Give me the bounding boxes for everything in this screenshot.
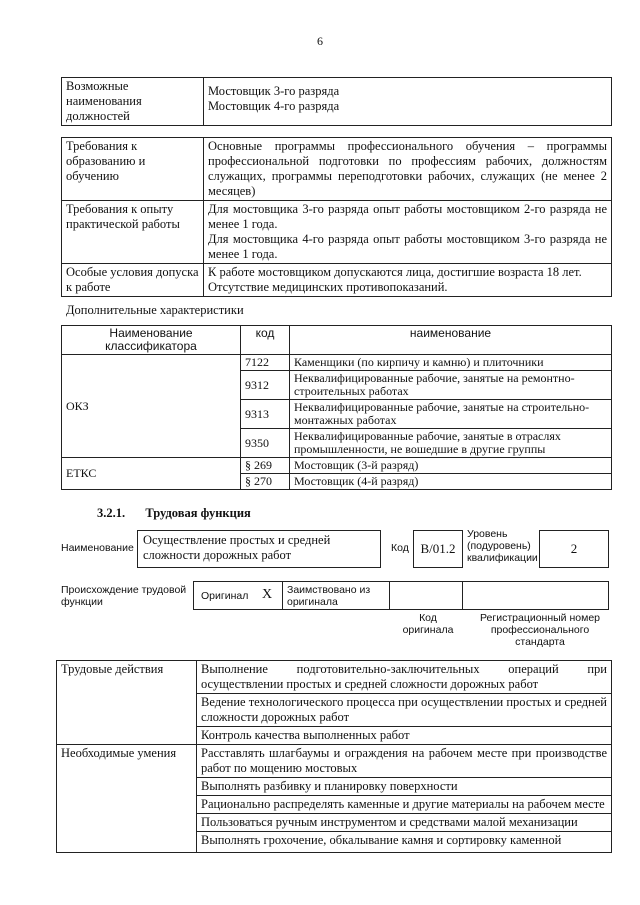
req-admission-line: Отсутствие медицинских противопоказаний. — [208, 280, 448, 294]
function-code-box — [413, 530, 463, 568]
section-title: Трудовая функция — [145, 506, 251, 520]
function-level-value: 2 — [570, 541, 578, 556]
function-code-label: Код — [391, 542, 409, 554]
skill-item: Выполнять разбивку и планировку поверхности — [197, 778, 612, 796]
req-label-admission: Особые условия допуска к работе — [62, 264, 204, 297]
action-item: Контроль качества выполненных работ — [197, 727, 612, 745]
origin-divider — [282, 582, 283, 609]
position-item: Мостовщик 4-го разряда — [208, 99, 340, 113]
action-item: Выполнение подготовительно-заключительных операций при осуществлении простых и средней сложности дорожных работ — [197, 661, 612, 694]
req-admission-line: К работе мостовщиком допускаются лица, достигшие возраста 18 лет. — [208, 265, 582, 279]
section-heading — [97, 506, 251, 521]
req-label-education: Требования к образованию и обучению — [62, 138, 204, 201]
function-code-value: B/01.2 — [420, 541, 456, 556]
classifier-header-code: код — [241, 326, 290, 355]
etks-name: Мостовщик (4-й разряд) — [290, 474, 612, 490]
positions-label: Возможные наименования должностей — [62, 78, 204, 126]
etks-code: § 269 — [241, 458, 290, 474]
okz-name: Каменщики (по кирпичу и камню) и плиточники — [290, 355, 612, 371]
function-name-label: Наименование — [61, 542, 134, 554]
position-item: Мостовщик 3-го разряда — [208, 84, 340, 98]
origin-borrowed-label: Заимствовано из оригинала — [287, 584, 371, 608]
okz-code: 7122 — [241, 355, 290, 371]
origin-original-label: Оригинал — [201, 590, 249, 602]
extra-characteristics-title: Дополнительные характеристики — [66, 303, 244, 317]
skill-item: Расставлять шлагбаумы и ограждения на рабочем месте при производстве работ по мощению мостовых — [197, 745, 612, 778]
actions-table — [56, 660, 612, 853]
action-item: Ведение технологического процесса при осуществлении простых и средней сложности дорожных работ — [197, 694, 612, 727]
group-label-actions: Трудовые действия — [57, 661, 197, 745]
skill-item: Пользоваться ручным инструментом и средствами малой механизации — [197, 814, 612, 832]
req-label-experience: Требования к опыту практической работы — [62, 201, 204, 264]
classifier-header-title: наименование — [290, 326, 612, 355]
origin-divider — [462, 582, 463, 609]
positions-values — [204, 78, 612, 126]
req-value-experience — [204, 201, 612, 264]
req-value-admission — [204, 264, 612, 297]
requirements-table — [61, 137, 612, 297]
section-number: 3.2.1. — [97, 506, 126, 520]
function-name-value: Осуществление простых и средней сложности дорожных работ — [143, 533, 331, 562]
okz-name: Неквалифицированные рабочие, занятые в отраслях промышленности, не вошедшие в другие группы — [290, 429, 612, 458]
req-experience-line: Для мостовщика 3-го разряда опыт работы мостовщиком 2-го разряда не менее 1 года. — [208, 202, 607, 231]
classifier-header-name: Наименование классификатора — [62, 326, 241, 355]
req-value-education: Основные программы профессионального обучения – программы профессиональной подготовки по профессиям рабочих, должностям служащих, программы переподготовки рабочих, служащих (не менее 2 месяцев) — [204, 138, 612, 201]
skill-item: Выполнять грохочение, обкалывание камня и сортировку каменной — [197, 832, 612, 853]
page-number: 6 — [317, 34, 323, 48]
okz-code: 9313 — [241, 400, 290, 429]
origin-label: Происхождение трудовой функции — [61, 584, 187, 608]
req-experience-line: Для мостовщика 4-го разряда опыт работы мостовщиком 3-го разряда не менее 1 года. — [208, 232, 607, 261]
etks-name: Мостовщик (3-й разряд) — [290, 458, 612, 474]
etks-label: ЕТКС — [62, 458, 241, 490]
function-name-box — [137, 530, 381, 568]
function-level-box — [539, 530, 609, 568]
okz-name: Неквалифицированные рабочие, занятые на строительно-монтажных работах — [290, 400, 612, 429]
origin-original-mark: X — [262, 587, 273, 602]
okz-code: 9312 — [241, 371, 290, 400]
origin-divider — [389, 582, 390, 609]
skill-item: Рационально распределять каменные и другие материалы на рабочем месте — [197, 796, 612, 814]
origin-code-caption: Код оригинала — [402, 612, 454, 636]
group-label-skills: Необходимые умения — [57, 745, 197, 853]
origin-row — [193, 581, 609, 610]
okz-code: 9350 — [241, 429, 290, 458]
positions-table — [61, 77, 612, 126]
origin-reg-caption: Регистрационный номер профессионального стандарта — [480, 612, 600, 648]
classifier-table — [61, 325, 612, 490]
function-level-label: Уровень (подуровень) квалификации — [467, 528, 538, 564]
etks-code: § 270 — [241, 474, 290, 490]
okz-name: Неквалифицированные рабочие, занятые на ремонтно-строительных работах — [290, 371, 612, 400]
okz-label: ОКЗ — [62, 355, 241, 458]
